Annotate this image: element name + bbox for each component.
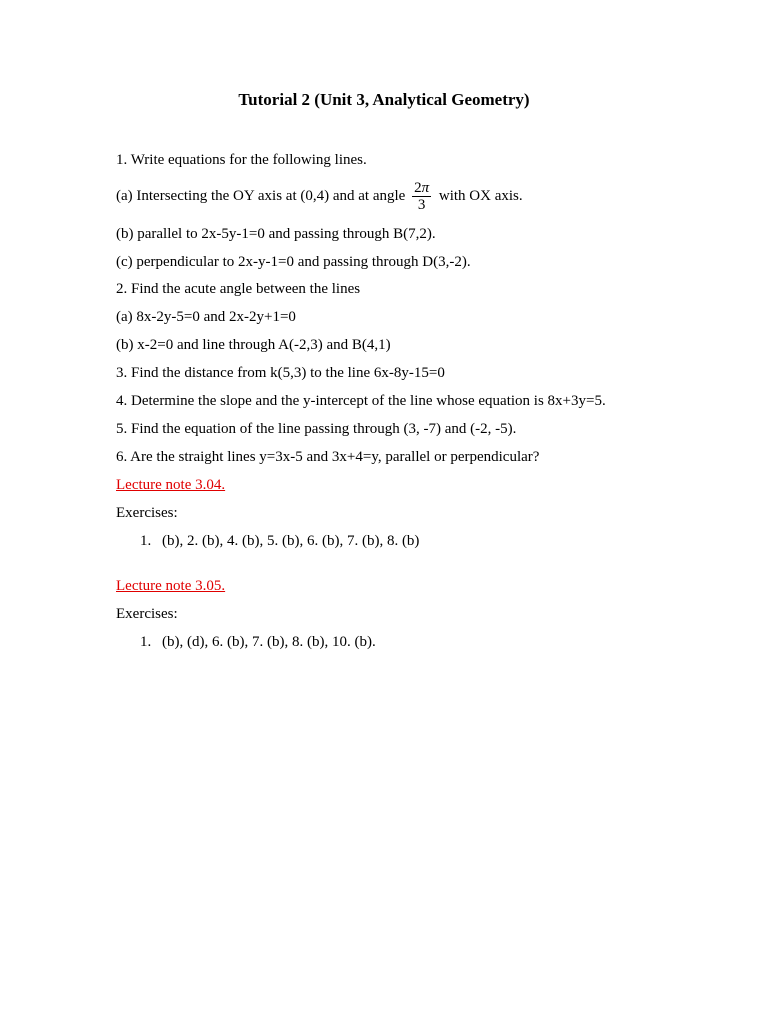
list-number: 1. xyxy=(140,533,152,549)
fraction-numerator-digit: 2 xyxy=(414,180,422,196)
exercises-label-1: Exercises: xyxy=(116,505,178,521)
fraction-pi-symbol: π xyxy=(421,180,430,196)
exercise-list-text: (b), 2. (b), 4. (b), 5. (b), 6. (b), 7. (b), 8. (b) xyxy=(162,533,420,549)
question-4: 4. Determine the slope and the y-intercept of the line whose equation is 8x+3y=5. xyxy=(116,393,606,409)
exercises-label-2: Exercises: xyxy=(116,606,178,622)
angle-fraction xyxy=(412,180,431,213)
question-2a: (a) 8x-2y-5=0 and 2x-2y+1=0 xyxy=(116,309,296,325)
exercise-list-item-1 xyxy=(140,532,419,550)
fraction-denominator: 3 xyxy=(417,197,426,213)
question-2b: (b) x-2=0 and line through A(-2,3) and B(4,1) xyxy=(116,337,391,353)
question-1c: (c) perpendicular to 2x-y-1=0 and passing through D(3,-2). xyxy=(116,254,471,270)
question-1-heading: 1. Write equations for the following lines. xyxy=(116,152,367,168)
question-2-heading: 2. Find the acute angle between the lines xyxy=(116,281,361,297)
question-5: 5. Find the equation of the line passing through (3, -7) and (-2, -5). xyxy=(116,421,517,437)
exercise-list-text: (b), (d), 6. (b), 7. (b), 8. (b), 10. (b). xyxy=(162,634,376,650)
question-1a-suffix: with OX axis. xyxy=(438,187,523,204)
question-1a-prefix: (a) Intersecting the OY axis at (0,4) and at angle xyxy=(116,187,406,204)
document-title: Tutorial 2 (Unit 3, Analytical Geometry) xyxy=(238,90,530,109)
lecture-note-3-04-link[interactable]: Lecture note 3.04. xyxy=(116,477,226,493)
question-3: 3. Find the distance from k(5,3) to the line 6x-8y-15=0 xyxy=(116,365,445,381)
exercise-list-item-2 xyxy=(140,633,376,651)
question-1a xyxy=(116,180,523,213)
lecture-note-3-05-link[interactable]: Lecture note 3.05. xyxy=(116,578,226,594)
question-1b: (b) parallel to 2x-5y-1=0 and passing through B(7,2). xyxy=(116,226,436,242)
fraction-numerator xyxy=(412,180,431,197)
question-6: 6. Are the straight lines y=3x-5 and 3x+4=y, parallel or perpendicular? xyxy=(116,449,540,465)
list-number: 1. xyxy=(140,634,152,650)
